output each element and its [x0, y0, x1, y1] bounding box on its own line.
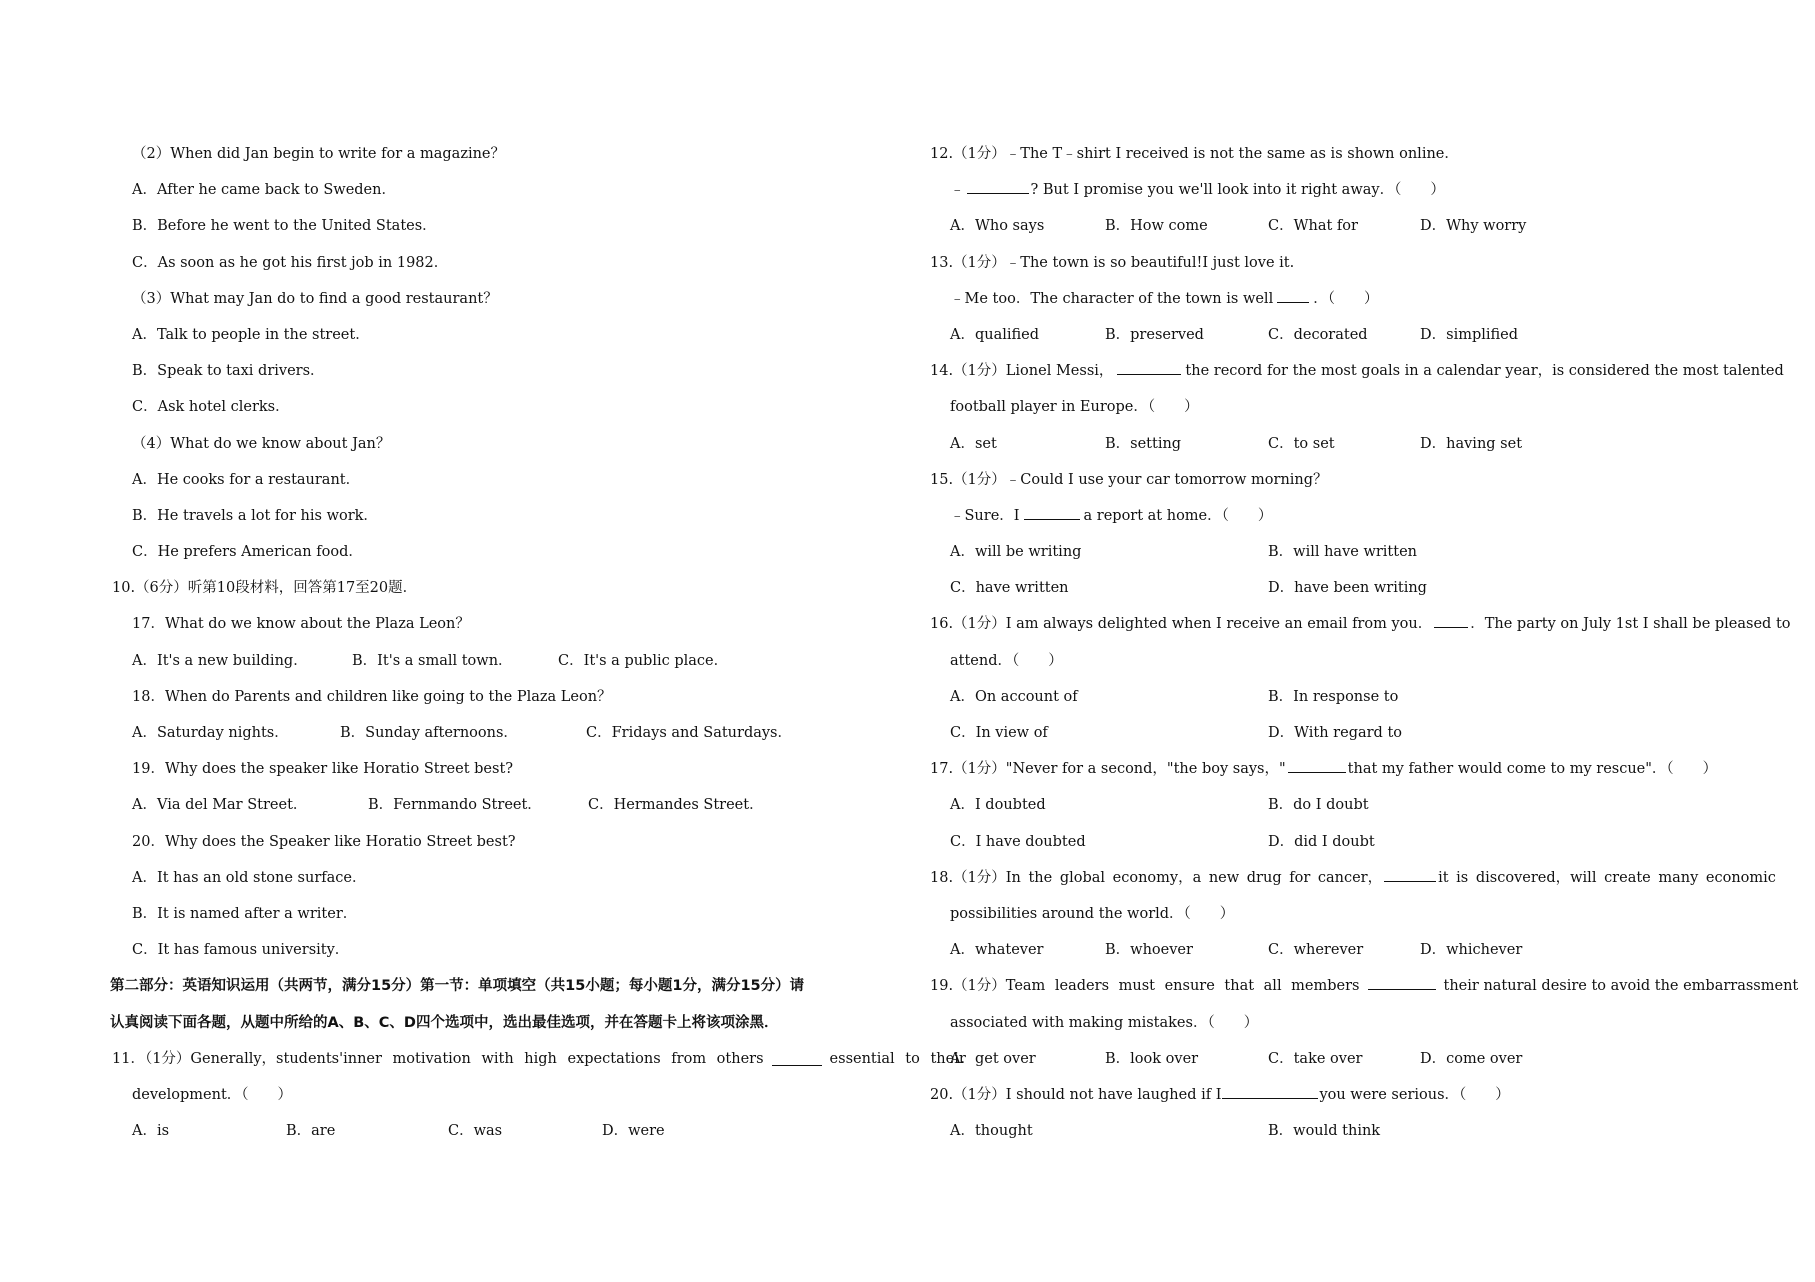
option: C．Hermandes Street．: [588, 797, 764, 814]
question-text: 18.（1分）In the global economy，a new drug for cancer，: [930, 869, 1383, 886]
option: D．whichever: [1420, 942, 1523, 959]
option: C．take over: [1268, 1050, 1363, 1067]
options-row: [930, 715, 1720, 751]
question-16-cont: attend．（ ）: [950, 652, 1063, 669]
option: B．How come: [1105, 218, 1208, 235]
question-18-listening: 18．When do Parents and children like going to the Plaza Leon？: [132, 688, 612, 705]
option: D．come over: [1420, 1050, 1523, 1067]
options-row: [930, 679, 1720, 715]
options-row: [930, 1113, 1720, 1149]
option: C．He prefers American food．: [132, 544, 363, 561]
answer-blank: [1434, 613, 1468, 628]
answer-blank: [1368, 975, 1436, 990]
answer-blank: [772, 1051, 822, 1066]
option: A．qualified: [950, 326, 1040, 343]
question-15-cont: [930, 498, 1720, 534]
option: A．set: [950, 435, 997, 452]
option: B．It's a small town．: [352, 652, 513, 669]
question-19-cont: associated with making mistakes．（ ）: [950, 1014, 1259, 1031]
option: B．are: [286, 1123, 336, 1140]
options-row: [930, 570, 1720, 606]
option: B．Before he went to the United States．: [132, 218, 437, 235]
option: B．do I doubt: [1268, 797, 1369, 814]
question-text: ﹣Me too．The character of the town is well: [950, 290, 1274, 307]
answer-blank: [1288, 758, 1346, 773]
question-10: 10.（6分）听第10段材料，回答第17至20题．: [112, 580, 418, 597]
option: A．Who says: [950, 218, 1045, 235]
question-text: 16.（1分）I am always delighted when I receive an email from you．: [930, 616, 1433, 633]
option: A．On account of: [950, 688, 1078, 705]
option: C．Fridays and Saturdays．: [586, 725, 793, 741]
option: A．I doubted: [950, 797, 1046, 814]
options-row: [112, 1113, 904, 1149]
option: A．will be writing: [950, 544, 1082, 561]
question-13: 13.（1分）﹣The town is so beautiful!I just love it.: [930, 254, 1295, 271]
option: B．It is named after a writer．: [132, 905, 358, 922]
question-14: [930, 353, 1784, 389]
option: A．get over: [950, 1050, 1036, 1067]
options-row: [930, 426, 1720, 462]
option: C．was: [448, 1123, 503, 1140]
options-row: [930, 534, 1720, 570]
options-row: [930, 208, 1720, 244]
option: B．look over: [1105, 1050, 1199, 1067]
option: C．decorated: [1268, 326, 1368, 343]
option: D．did I doubt: [1268, 833, 1375, 850]
option: C．have written: [950, 580, 1069, 597]
option: C．to set: [1268, 435, 1335, 452]
question-19-listening: 19．Why does the speaker like Horatio Street best?: [132, 761, 514, 778]
option: C．Ask hotel clerks．: [132, 399, 290, 416]
question-15: 15.（1分）﹣Could I use your car tomorrow morning？: [930, 471, 1328, 488]
option: A．He cooks for a restaurant．: [132, 471, 361, 488]
question-18: [930, 860, 1776, 896]
option: B．Sunday afternoons．: [340, 725, 518, 741]
option: A．is: [132, 1123, 170, 1140]
question-17-listening: 17．What do we know about the Plaza Leon？: [132, 616, 470, 633]
option: B．In response to: [1268, 688, 1399, 705]
question-20-listening: 20．Why does the Speaker like Horatio Street best?: [132, 833, 516, 850]
question-12: 12.（1分）﹣The T﹣shirt I received is not the same as is shown online．: [930, 146, 1459, 162]
section-heading-cont: 认真阅读下面各题，从题中所给的A、B、C、D四个选项中，选出最佳选项，并在答题卡上将该项涂黑．: [110, 1014, 779, 1031]
question-text: you were serious．（ ）: [1319, 1086, 1510, 1103]
option: C．What for: [1268, 218, 1358, 235]
question-text: ．（ ）: [1313, 290, 1379, 307]
options-row: [112, 643, 904, 679]
option: A．Saturday nights．: [132, 725, 289, 741]
question-11-cont: development．（ ）: [132, 1086, 293, 1103]
option: A．whatever: [950, 942, 1044, 959]
question-text: a report at home．（ ）: [1083, 507, 1273, 524]
question-text: it is discovered，will create many economic: [1438, 869, 1776, 886]
answer-blank: [1117, 360, 1181, 375]
options-row: [112, 787, 904, 823]
section-heading: 第二部分：英语知识运用（共两节，满分15分）第一节：单项填空（共15小题；每小题1分，满分15分）请: [110, 978, 805, 995]
option: B．whoever: [1105, 942, 1193, 959]
dash: ﹣: [950, 182, 965, 199]
question-13-cont: [930, 281, 1720, 317]
option: B．Fernmando Street．: [368, 797, 542, 814]
question-9-2: （2）When did Jan begin to write for a magazine？: [132, 146, 506, 162]
option: A．After he came back to Sweden．: [132, 182, 396, 199]
answer-blank: [1277, 288, 1309, 303]
question-text: the record for the most goals in a calendar year，is considered the most talented: [1185, 363, 1784, 380]
option: D．With regard to: [1268, 725, 1403, 741]
question-20: [930, 1077, 1720, 1113]
question-text: ? But I promise you we'll look into it right away．（ ）: [1030, 182, 1445, 199]
options-row: [930, 824, 1720, 860]
question-text: that my father would come to my rescue"．（ ）: [1347, 761, 1718, 778]
option: A．Talk to people in the street．: [132, 326, 370, 343]
options-row: [930, 787, 1720, 823]
options-row: [930, 932, 1720, 968]
question-11-text: 11．（1分）Generally，students'inner motivation with high expectations from others: [112, 1050, 764, 1067]
option: A．It has an old stone surface．: [132, 869, 367, 886]
option: D．having set: [1420, 435, 1523, 452]
question-17: [930, 751, 1720, 787]
question-12-cont: [930, 172, 1720, 208]
question-11: [112, 1041, 966, 1077]
option: C．In view of: [950, 725, 1048, 741]
option: A．thought: [950, 1123, 1033, 1140]
option: C．As soon as he got his first job in 1982．: [132, 254, 449, 271]
option: D．Why worry: [1420, 218, 1527, 235]
right-column: [930, 136, 1799, 1149]
option: A．Via del Mar Street．: [132, 797, 308, 814]
question-18-cont: possibilities around the world．（ ）: [950, 905, 1235, 922]
left-column: [110, 136, 966, 1149]
option: B．would think: [1268, 1123, 1381, 1140]
answer-blank: [1384, 867, 1436, 882]
option: A．It's a new building．: [132, 652, 308, 669]
question-text: their natural desire to avoid the embarrassment: [1443, 978, 1799, 995]
question-11-text-end: essential to their: [829, 1050, 966, 1067]
question-9-3: （3）What may Jan do to find a good restaurant？: [132, 290, 498, 307]
question-text: ．The party on July 1st I shall be pleased to: [1470, 616, 1791, 633]
question-text: 14.（1分）Lionel Messi，: [930, 363, 1114, 380]
options-row: [930, 317, 1720, 353]
option: C．I have doubted: [950, 833, 1086, 850]
option: B．He travels a lot for his work．: [132, 507, 378, 524]
question-9-4: （4）What do we know about Jan？: [132, 435, 391, 452]
question-14-cont: football player in Europe．（ ）: [950, 399, 1199, 416]
options-row: [112, 715, 904, 751]
answer-blank: [1024, 505, 1080, 520]
question-text: 17.（1分）"Never for a second，"the boy says，": [930, 761, 1286, 778]
question-16: [930, 606, 1791, 642]
option: B．Speak to taxi drivers．: [132, 363, 325, 380]
question-19: [930, 968, 1799, 1004]
question-text: ﹣Sure．I: [950, 507, 1020, 524]
option: C．It's a public place．: [558, 652, 729, 669]
question-text: 19.（1分）Team leaders must ensure that all members: [930, 978, 1360, 995]
answer-blank: [967, 179, 1029, 194]
option: B．setting: [1105, 435, 1182, 452]
option: D．simplified: [1420, 326, 1519, 343]
option: D．have been writing: [1268, 580, 1427, 597]
options-row: [930, 1041, 1720, 1077]
option: D．were: [602, 1123, 665, 1140]
option: C．wherever: [1268, 942, 1364, 959]
option: C．It has famous university．: [132, 942, 350, 959]
answer-blank: [1222, 1084, 1318, 1099]
question-text: 20.（1分）I should not have laughed if I: [930, 1086, 1222, 1103]
option: B．preserved: [1105, 326, 1204, 343]
option: B．will have written: [1268, 544, 1418, 561]
